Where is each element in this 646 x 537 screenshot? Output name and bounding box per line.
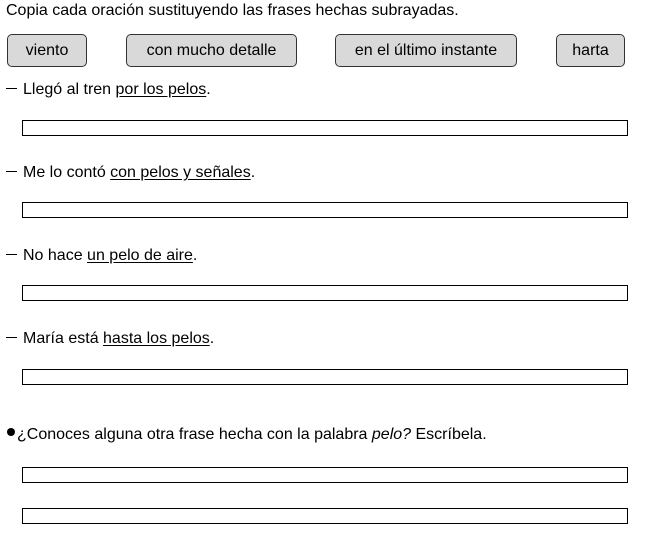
sentence-suffix: . [206, 81, 211, 98]
sentence-4 [6, 329, 214, 349]
word-chip-harta: harta [556, 34, 625, 67]
question-text-end: Escríbela. [411, 426, 487, 443]
sentence-suffix: . [192, 247, 198, 264]
bonus-question [7, 425, 487, 445]
answer-field-2[interactable] [22, 202, 628, 218]
sentence-suffix: . [250, 164, 256, 181]
word-chip-con-mucho-detalle: con mucho detalle [126, 34, 297, 67]
dash-marker [6, 337, 17, 338]
underlined-phrase: hasta los pelos [103, 330, 210, 347]
dash-marker [6, 254, 17, 255]
question-emphasis: pelo? [371, 426, 412, 443]
underlined-phrase: con pelos y señales [110, 164, 251, 181]
sentence-prefix: No hace [23, 247, 88, 264]
answer-field-3[interactable] [22, 285, 628, 301]
dash-marker [6, 171, 17, 172]
dash-marker [6, 88, 17, 89]
answer-field-1[interactable] [22, 120, 628, 136]
underlined-phrase: por los pelos [115, 81, 207, 98]
instruction-text: Copia cada oración sustituyendo las frases hechas subrayadas. [6, 2, 459, 19]
sentence-prefix: María está [23, 330, 104, 347]
sentence-1 [6, 80, 211, 100]
sentence-prefix: Llegó al tren [23, 81, 116, 98]
sentence-2 [6, 163, 255, 183]
answer-field-6[interactable] [22, 508, 628, 524]
sentence-3 [6, 246, 197, 266]
word-chip-viento: viento [7, 34, 87, 67]
answer-field-4[interactable] [22, 369, 628, 385]
question-text: ¿Conoces alguna otra frase hecha con la palabra [17, 426, 372, 443]
sentence-suffix: . [209, 330, 215, 347]
sentence-prefix: Me lo contó [23, 164, 111, 181]
underlined-phrase: un pelo de aire [87, 247, 193, 264]
word-chip-en-el-ultimo-instante: en el último instante [335, 34, 517, 67]
answer-field-5[interactable] [22, 467, 628, 483]
bullet-icon [7, 428, 15, 436]
